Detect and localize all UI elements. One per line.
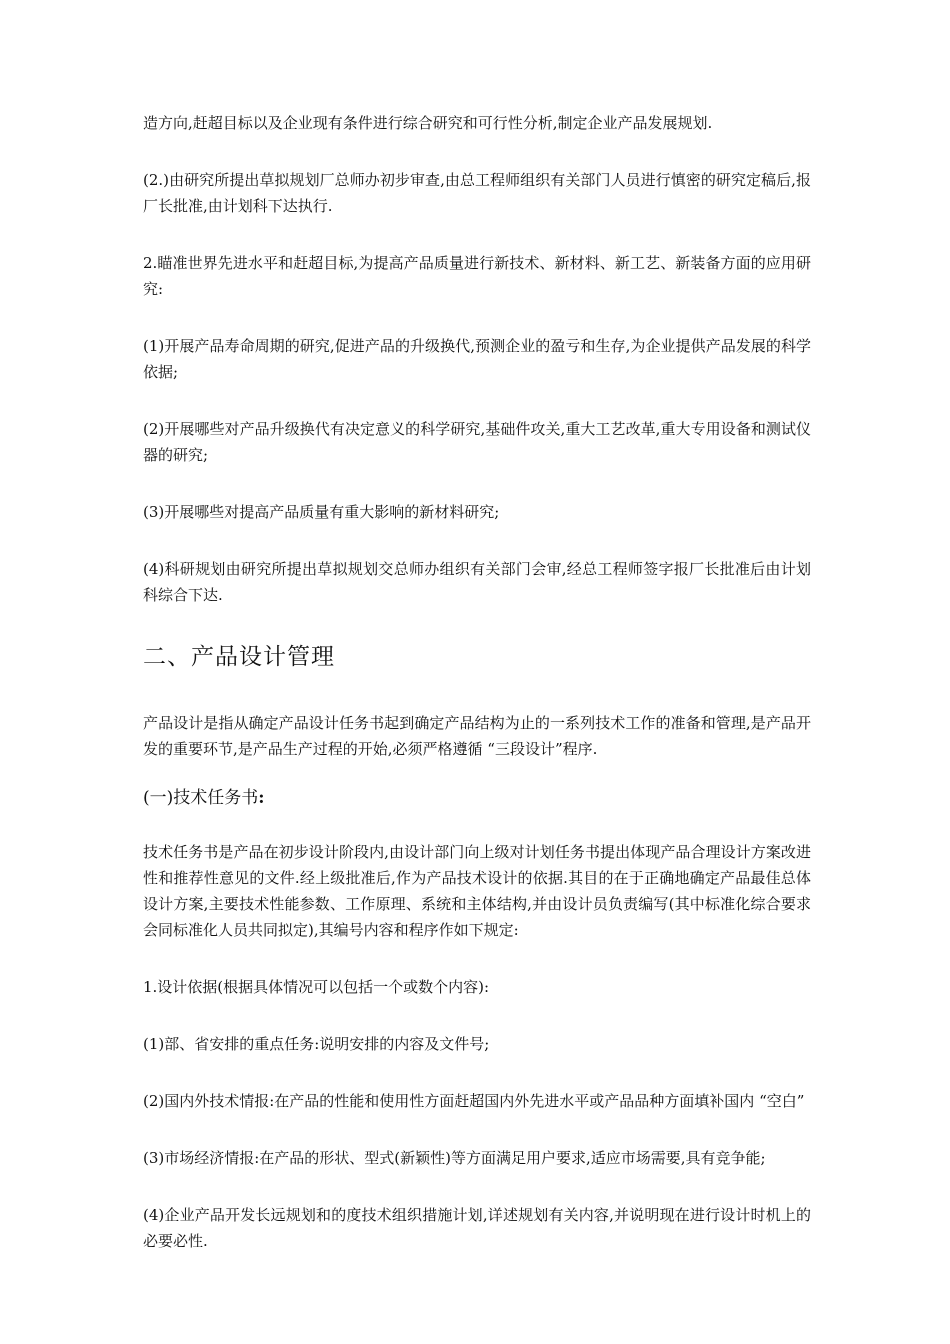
paragraph: 2.瞄准世界先进水平和赶超目标,为提高产品质量进行新技术、新材料、新工艺、新装备方面的应用研究: xyxy=(143,254,811,298)
paragraph: 1.设计依据(根据具体情况可以包括一个或数个内容): xyxy=(143,978,490,996)
paragraph: (3)开展哪些对提高产品质量有重大影响的新材料研究; xyxy=(143,503,500,521)
paragraph: (2)国内外技术情报:在产品的性能和使用性方面赶超国内外先进水平或产品品种方面填补国内 “空白” xyxy=(143,1092,805,1110)
paragraph: (2.)由研究所提出草拟规划厂总师办初步审查,由总工程师组织有关部门人员进行慎密的研究定稿后,报厂长批准,由计划科下达执行. xyxy=(143,171,811,215)
paragraph: (4)企业产品开发长远规划和的度技术组织措施计划,详述规划有关内容,并说明现在进行设计时机上的必要必性. xyxy=(143,1206,811,1250)
paragraph: (2)开展哪些对产品升级换代有决定意义的科学研究,基础件攻关,重大工艺改革,重大专用设备和测试仪器的研究; xyxy=(143,420,811,464)
paragraph: 产品设计是指从确定产品设计任务书起到确定产品结构为止的一系列技术工作的准备和管理,是产品开发的重要环节,是产品生产过程的开始,必须严格遵循 “三段设计”程序. xyxy=(143,714,811,758)
subsection-heading xyxy=(143,785,811,811)
paragraph: (1)开展产品寿命周期的研究,促进产品的升级换代,预测企业的盈亏和生存,为企业提供产品发展的科学依据; xyxy=(143,337,811,381)
paragraph: (3)市场经济情报:在产品的形状、型式(新颖性)等方面满足用户要求,适应市场需要,具有竞争能; xyxy=(143,1149,766,1167)
subsection-heading-text: (一)技术任务书 xyxy=(143,788,259,808)
paragraph: (1)部、省安排的重点任务:说明安排的内容及文件号; xyxy=(143,1035,490,1053)
paragraph: 技术任务书是产品在初步设计阶段内,由设计部门向上级对计划任务书提出体现产品合理设计方案改进性和推荐性意见的文件.经上级批准后,作为产品技术设计的依据.其目的在于正确地确定产品最佳总体设计方案,主要技术性能参数、工作原理、系统和主体结构,并由设计员负责编写(其中标准化综合要求会同标准化人员共同拟定),其编号内容和程序作如下规定: xyxy=(143,843,811,939)
paragraph: 造方向,赶超目标以及企业现有条件进行综合研究和可行性分析,制定企业产品发展规划. xyxy=(143,114,713,132)
document-body xyxy=(143,110,811,1254)
section-heading: 二、产品设计管理 xyxy=(143,644,335,670)
paragraph: (4)科研规划由研究所提出草拟规划交总师办组织有关部门会审,经总工程师签字报厂长批准后由计划科综合下达. xyxy=(143,560,811,604)
subsection-heading-colon: : xyxy=(258,788,265,808)
